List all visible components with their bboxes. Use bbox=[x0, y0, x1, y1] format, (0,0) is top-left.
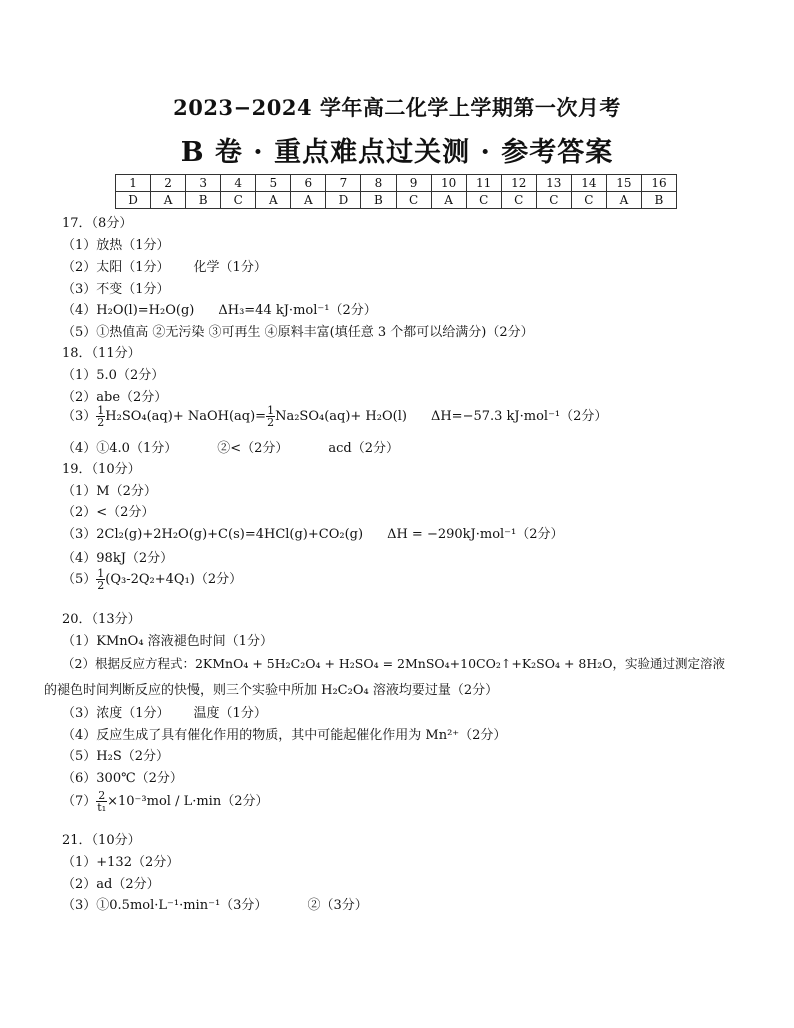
q19-fraction bbox=[96, 568, 105, 591]
q20-answer-6: （6）300℃（2分） bbox=[62, 771, 183, 786]
answer-cell: B bbox=[361, 192, 396, 209]
answer-table bbox=[115, 174, 677, 209]
q20-answer-7-prefix: （7） bbox=[62, 794, 97, 809]
q20-answer-2a: （2）根据反应方程式：2KMnO₄ + 5H₂C₂O₄ + H₂SO₄ = 2MnSO₄+10CO₂↑+K₂SO₄ + 8H₂O，实验通过测定溶液 bbox=[62, 656, 726, 671]
answer-cell: B bbox=[641, 192, 676, 209]
q18-answer-3-prefix: （3） bbox=[62, 409, 97, 424]
q17-answer-2b: 化学（1分） bbox=[193, 260, 267, 275]
answer-cell: C bbox=[536, 192, 571, 209]
q19-answer-1: （1）M（2分） bbox=[62, 484, 157, 499]
q18-answer-1: （1）5.0（2分） bbox=[62, 368, 165, 383]
q18-fraction-1 bbox=[96, 405, 105, 428]
q19-answer-5-prefix: （5） bbox=[62, 572, 97, 587]
question-number-cell: 10 bbox=[431, 175, 466, 192]
q21-heading: 21．（10分） bbox=[62, 833, 141, 848]
q21-answer-3b: ②（3分） bbox=[307, 898, 368, 913]
page-subtitle: B 卷 · 重点难点过关测 · 参考答案 bbox=[180, 137, 614, 168]
question-number-cell: 7 bbox=[326, 175, 361, 192]
question-number-cell: 6 bbox=[291, 175, 326, 192]
question-number-cell: 13 bbox=[536, 175, 571, 192]
question-number-cell: 9 bbox=[396, 175, 431, 192]
q19-answer-5-rest: (Q₃-2Q₂+4Q₁)（2分） bbox=[105, 572, 243, 587]
question-number-cell: 2 bbox=[151, 175, 186, 192]
q18-answer-3-end: Na₂SO₄(aq)+ H₂O(l) bbox=[275, 409, 407, 424]
question-number-cell: 4 bbox=[221, 175, 256, 192]
answer-cell: C bbox=[466, 192, 501, 209]
q19-heading: 19．（10分） bbox=[62, 462, 141, 477]
q19-answer-2: （2）<（2分） bbox=[62, 505, 155, 520]
answer-cell: A bbox=[431, 192, 466, 209]
q17-answer-3: （3）不变（1分） bbox=[62, 282, 170, 297]
q17-answer-4a: （4）H₂O(l)=H₂O(g) bbox=[62, 303, 195, 318]
q21-answer-2: （2）ad（2分） bbox=[62, 877, 160, 892]
q19-answer-5 bbox=[62, 568, 242, 591]
answer-cell: A bbox=[256, 192, 291, 209]
q19-answer-3a: （3）2Cl₂(g)+2H₂O(g)+C(s)=4HCl(g)+CO₂(g) bbox=[62, 527, 364, 542]
answer-cell: C bbox=[571, 192, 606, 209]
answer-cell: C bbox=[396, 192, 431, 209]
fraction-denominator: t₁ bbox=[97, 801, 107, 814]
answer-cell: C bbox=[221, 192, 256, 209]
page-title: 2023−2024 学年高二化学上学期第一次月考 bbox=[173, 95, 621, 120]
answer-cell: A bbox=[151, 192, 186, 209]
answer-table-answer-row bbox=[116, 192, 677, 209]
q18-answer-2: （2）abe（2分） bbox=[62, 390, 168, 405]
q18-answer-3 bbox=[62, 405, 607, 428]
answer-cell: B bbox=[186, 192, 221, 209]
fraction-numerator: 2 bbox=[98, 789, 106, 802]
q18-answer-3-dh: ΔH=−57.3 kJ·mol⁻¹（2分） bbox=[430, 409, 608, 424]
q18-answer-3-mid: H₂SO₄(aq)+ NaOH(aq)= bbox=[105, 409, 267, 424]
q20-answer-2b: 的褪色时间判断反应的快慢，则三个实验中所加 H₂C₂O₄ 溶液均要过量（2分） bbox=[44, 683, 499, 698]
answer-cell: A bbox=[606, 192, 641, 209]
q17-answer-4b: ΔH₃=44 kJ·mol⁻¹（2分） bbox=[218, 303, 377, 318]
fraction-denominator: 2 bbox=[267, 416, 275, 429]
answer-cell: A bbox=[291, 192, 326, 209]
q18-answer-4a: （4）①4.0（1分） bbox=[62, 441, 178, 456]
fraction-numerator: 1 bbox=[267, 404, 275, 417]
answer-cell: C bbox=[501, 192, 536, 209]
q17-answer-4 bbox=[62, 299, 377, 318]
fraction-denominator: 2 bbox=[97, 579, 105, 592]
q17-answer-1: （1）放热（1分） bbox=[62, 238, 170, 253]
q18-answer-4b: ②<（2分） bbox=[217, 441, 289, 456]
answer-cell: D bbox=[116, 192, 151, 209]
q17-heading: 17．（8分） bbox=[62, 216, 133, 231]
fraction-numerator: 1 bbox=[97, 404, 105, 417]
question-number-cell: 14 bbox=[571, 175, 606, 192]
q20-heading: 20．（13分） bbox=[62, 612, 141, 627]
question-number-cell: 5 bbox=[256, 175, 291, 192]
q17-answer-2a: （2）太阳（1分） bbox=[62, 260, 170, 275]
q21-answer-1: （1）+132（2分） bbox=[62, 855, 180, 870]
q21-answer-3a: （3）①0.5mol·L⁻¹·min⁻¹（3分） bbox=[62, 898, 268, 913]
q20-answer-3b: 温度（1分） bbox=[193, 706, 267, 721]
q20-answer-1: （1）KMnO₄ 溶液褪色时间（1分） bbox=[62, 634, 273, 649]
q18-heading: 18．（11分） bbox=[62, 346, 141, 361]
question-number-cell: 1 bbox=[116, 175, 151, 192]
q20-answer-4: （4）反应生成了具有催化作用的物质，其中可能起催化作用为 Mn²⁺（2分） bbox=[62, 728, 507, 743]
q20-answer-3a: （3）浓度（1分） bbox=[62, 706, 170, 721]
q18-fraction-2 bbox=[266, 405, 275, 428]
q20-fraction bbox=[96, 790, 107, 813]
q18-answer-4 bbox=[62, 437, 399, 456]
q20-answer-7-rest: ×10⁻³mol / L·min（2分） bbox=[107, 794, 269, 809]
question-number-cell: 3 bbox=[186, 175, 221, 192]
question-number-cell: 15 bbox=[606, 175, 641, 192]
answer-cell: D bbox=[326, 192, 361, 209]
q19-answer-4: （4）98kJ（2分） bbox=[62, 551, 174, 566]
q19-answer-3b: ΔH = −290kJ·mol⁻¹（2分） bbox=[387, 527, 564, 542]
q20-answer-7 bbox=[62, 790, 268, 813]
question-number-cell: 16 bbox=[641, 175, 676, 192]
answer-table-number-row bbox=[116, 175, 677, 192]
fraction-numerator: 1 bbox=[97, 567, 105, 580]
question-number-cell: 11 bbox=[466, 175, 501, 192]
fraction-denominator: 2 bbox=[97, 416, 105, 429]
q20-answer-5: （5）H₂S（2分） bbox=[62, 749, 169, 764]
question-number-cell: 8 bbox=[361, 175, 396, 192]
question-number-cell: 12 bbox=[501, 175, 536, 192]
q20-answer-3 bbox=[62, 702, 267, 721]
q21-answer-3 bbox=[62, 894, 368, 913]
q19-answer-3 bbox=[62, 523, 564, 542]
q17-answer-2 bbox=[62, 256, 267, 275]
q17-answer-5: （5）①热值高 ②无污染 ③可再生 ④原料丰富(填任意 3 个都可以给满分)（2分） bbox=[62, 325, 534, 340]
q18-answer-4c: acd（2分） bbox=[328, 441, 400, 456]
